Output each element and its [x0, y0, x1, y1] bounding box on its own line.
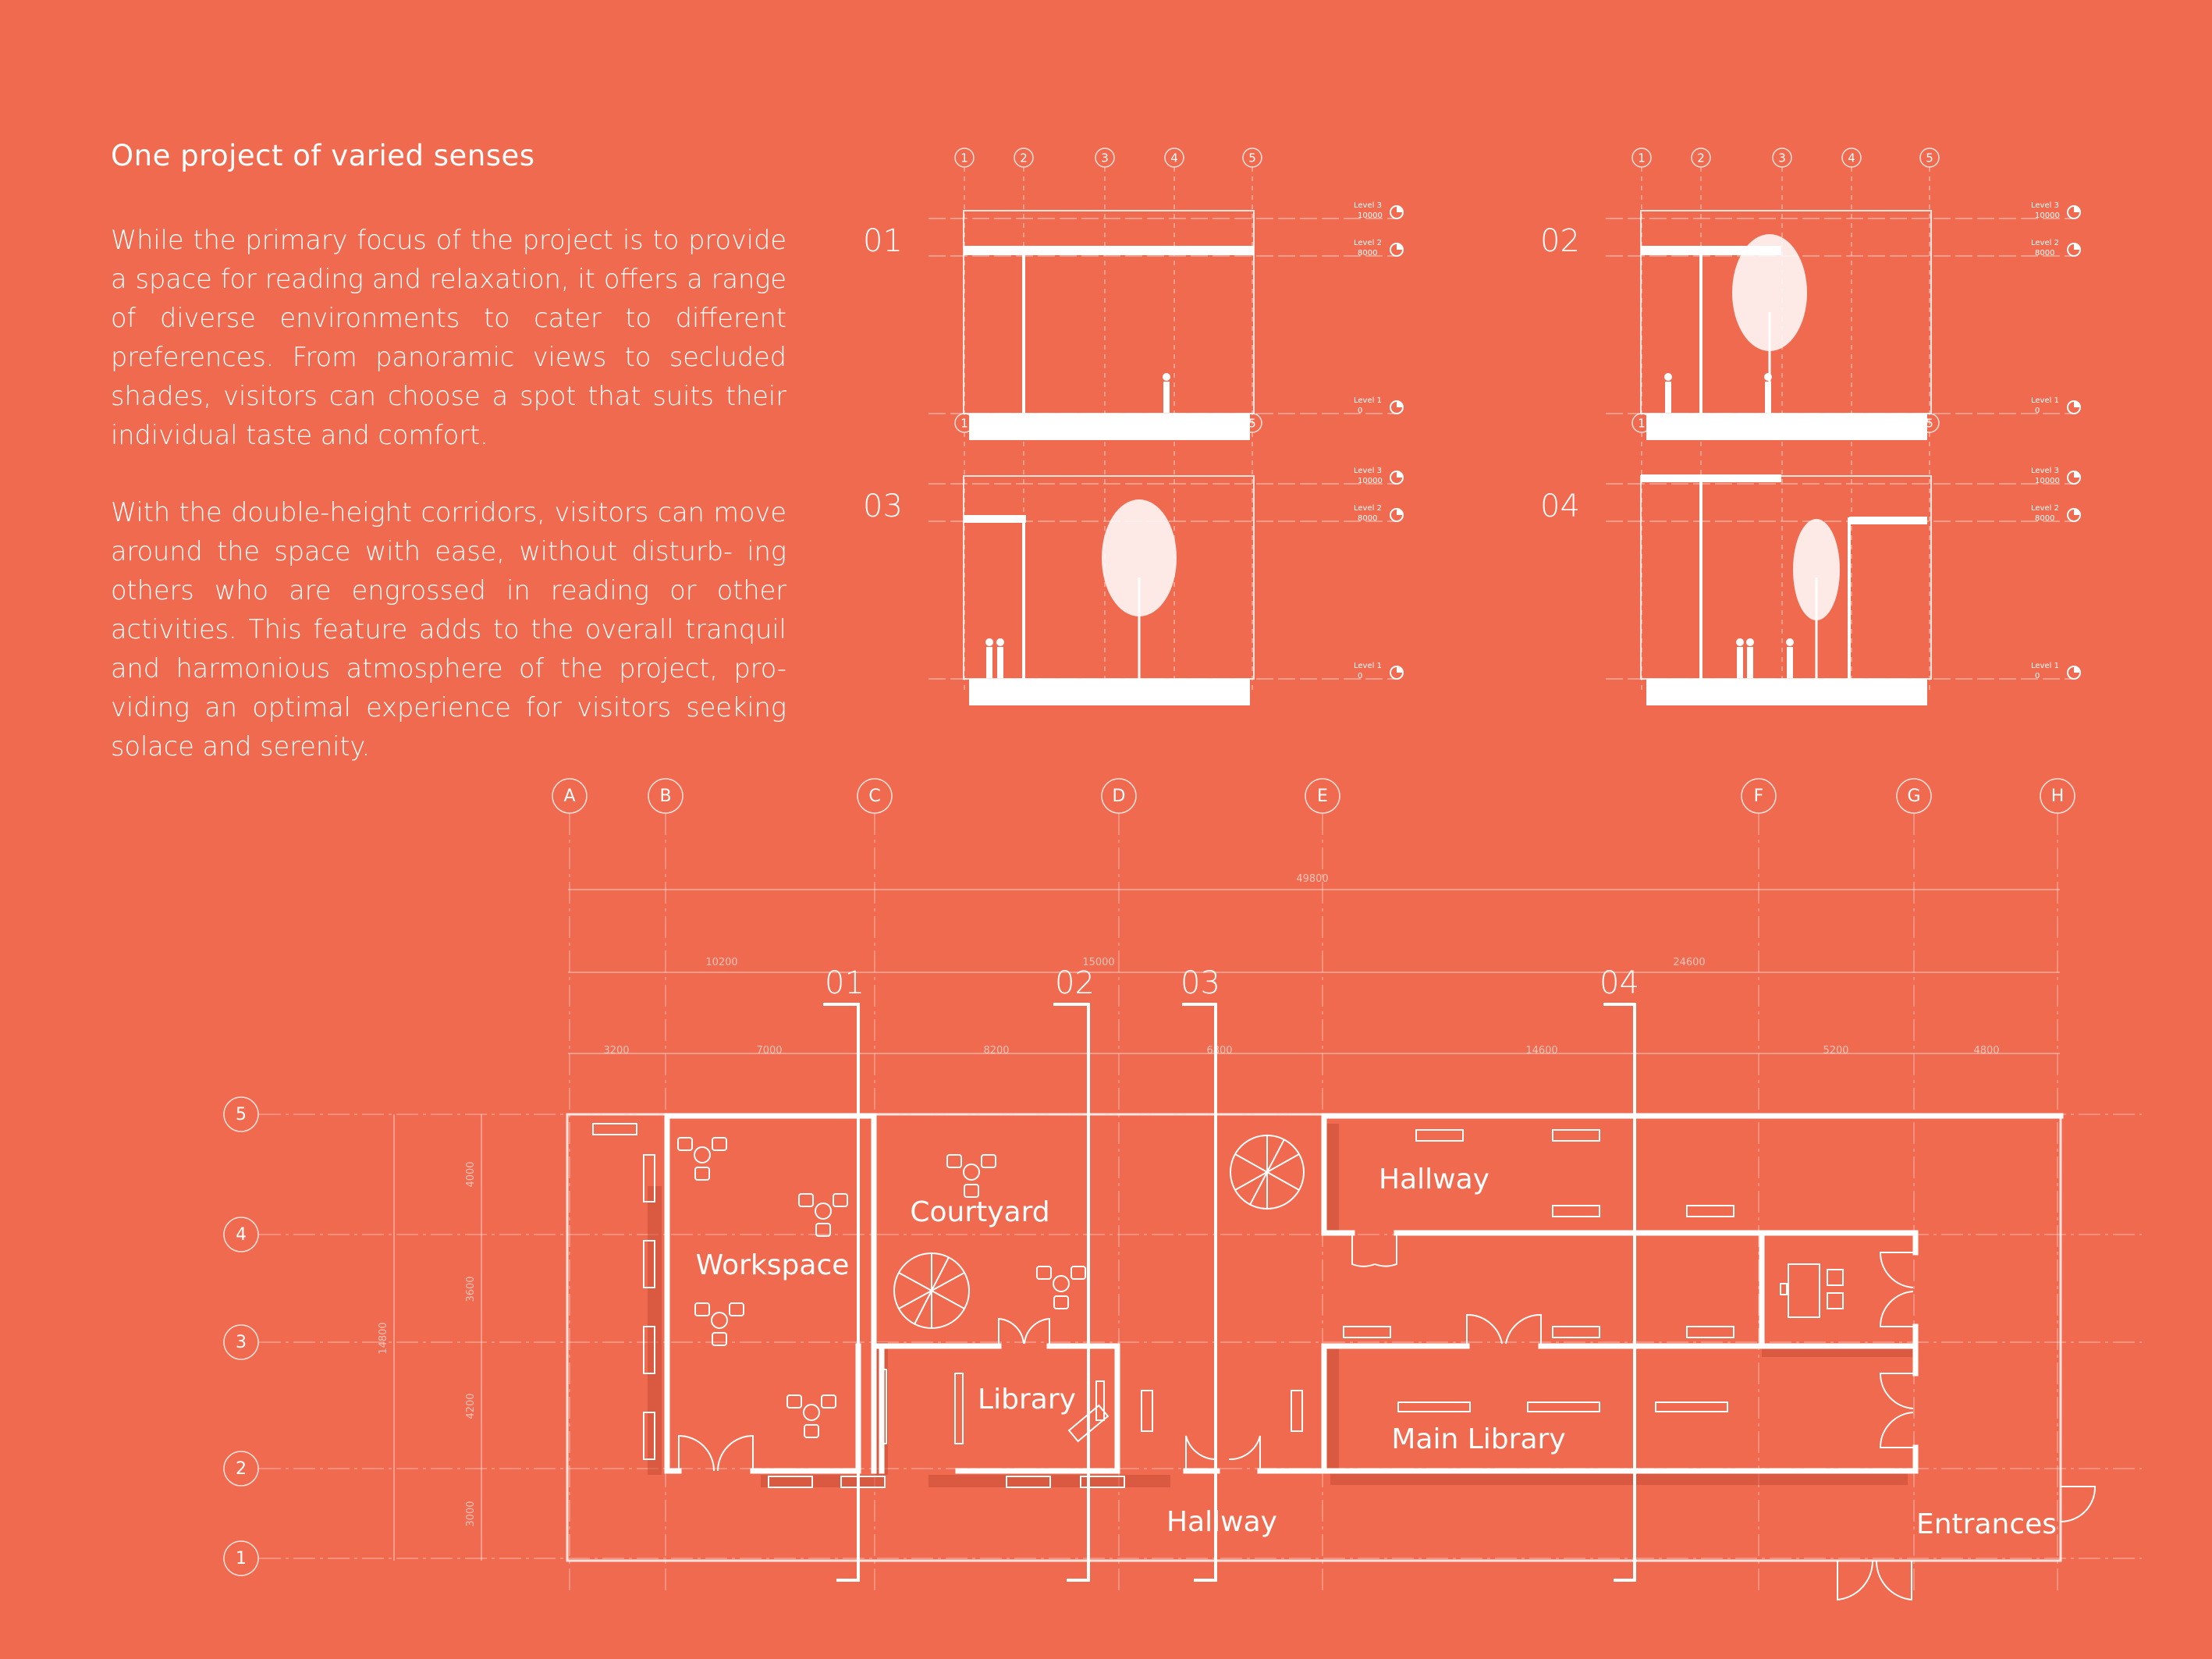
grid-bubble-G [1897, 779, 1931, 813]
dim-bay-4: 6800 [1206, 1045, 1233, 1057]
section-04 [1540, 414, 2080, 705]
grid-label-F: F [1753, 787, 1764, 806]
level-name: Level 2 [2031, 504, 2059, 513]
person-figure [1764, 373, 1772, 413]
chair-cluster [695, 1303, 744, 1345]
section-grid-label: 1 [960, 416, 968, 431]
section-cut-markers [823, 800, 1639, 1580]
grid-label-row-4: 4 [236, 1225, 247, 1245]
section-grid-label: 1 [1638, 151, 1646, 165]
section-grid-label: 3 [1101, 416, 1109, 431]
courtyard-round-table [894, 1253, 969, 1328]
dim-group-3: 24600 [1673, 957, 1706, 968]
section-grid-label: 4 [1848, 151, 1855, 165]
doors [679, 1233, 2095, 1600]
corridor-paragraph: With the double-height corridors, visitors can move around the space with ease, without disturb- ing others who are engrossed in reading or other activities. This feature adds to the overall tranquil and harmonious atmosphere of the project, pro- viding an optimal experience for visitors seeking solace and serenity. [111, 497, 786, 762]
chair-cluster [787, 1395, 836, 1437]
floor-plan [224, 779, 2142, 1600]
person-figure [1163, 373, 1170, 413]
person-figure [1746, 638, 1754, 678]
tree-icon [1102, 499, 1177, 679]
level-name: Level 3 [2031, 201, 2059, 210]
level-name: Level 2 [1354, 239, 1382, 247]
room-main-library: Main Library [1391, 1423, 1566, 1455]
dim-bay-7: 4800 [1973, 1045, 2000, 1057]
section-label-01: 01 [863, 223, 903, 259]
person-figure [985, 638, 993, 678]
level-value: 8000 [1358, 514, 1378, 523]
room-courtyard: Courtyard [910, 1196, 1050, 1228]
section-grid-label: 4 [1848, 416, 1855, 431]
chair-cluster [947, 1155, 996, 1197]
section-marker-02: 02 [1055, 965, 1095, 1001]
dim-bay-6: 5200 [1823, 1045, 1849, 1057]
chair-cluster [1037, 1266, 1085, 1309]
person-figure [1786, 638, 1794, 678]
grid-bubble-row-1 [224, 1541, 258, 1576]
level-value: 0 [2035, 672, 2040, 680]
section-label-04: 04 [1540, 488, 1580, 524]
section-grid-label: 5 [1248, 416, 1256, 431]
level-name: Level 3 [2031, 467, 2059, 475]
person-figure [996, 638, 1004, 678]
dim-vbay-3: 4200 [465, 1393, 477, 1419]
grid-bubble-row-3 [224, 1325, 258, 1359]
page-heading: One project of varied senses [111, 139, 535, 172]
level-name: Level 2 [1354, 504, 1382, 513]
section-grid-label: 3 [1778, 151, 1786, 165]
grid-label-row-3: 3 [236, 1333, 247, 1352]
grid-bubble-C [857, 779, 892, 813]
grid-label-row-5: 5 [236, 1105, 247, 1124]
section-grid-label: 5 [1248, 151, 1256, 165]
level-name: Level 3 [1354, 467, 1382, 475]
level-value: 10000 [1358, 211, 1383, 220]
dim-bay-3: 8200 [983, 1045, 1010, 1057]
section-grid-label: 4 [1170, 416, 1178, 431]
section-marker-01: 01 [825, 965, 865, 1001]
site-boundary [567, 1114, 2061, 1561]
grid-label-E: E [1317, 787, 1328, 806]
section-label-03: 03 [863, 488, 903, 524]
chair-cluster [799, 1194, 847, 1236]
section-grid-label: 2 [1020, 416, 1028, 431]
grid-label-D: D [1112, 787, 1126, 806]
section-grid-label: 3 [1778, 416, 1786, 431]
dim-vertical-overall: 14800 [378, 1322, 389, 1355]
level-value: 0 [1358, 407, 1363, 415]
grid-bubble-D [1102, 779, 1136, 813]
level-value: 10000 [2035, 211, 2060, 220]
level-value: 0 [1358, 672, 1363, 680]
section-marker-04: 04 [1600, 965, 1639, 1001]
room-entrances: Entrances [1916, 1508, 2058, 1540]
grid-bubble-A [552, 779, 587, 813]
level-value: 8000 [1358, 249, 1378, 258]
section-grid-label: 2 [1697, 151, 1705, 165]
grid-bubble-E [1305, 779, 1340, 813]
room-hallway-top: Hallway [1379, 1163, 1489, 1195]
section-grid-label: 2 [1020, 151, 1028, 165]
section-grid-label: 5 [1926, 151, 1933, 165]
room-library: Library [978, 1384, 1076, 1416]
grid-bubble-H [2040, 779, 2075, 813]
section-grid-label: 1 [960, 151, 968, 165]
dim-bay-2: 7000 [756, 1045, 783, 1057]
grid-axes-horizontal [259, 1114, 2142, 1558]
section-grid-label: 2 [1697, 416, 1705, 431]
section-grid-label: 5 [1926, 416, 1933, 431]
grid-bubble-row-2 [224, 1451, 258, 1486]
level-name: Level 2 [2031, 239, 2059, 247]
grid-label-B: B [659, 787, 672, 806]
dim-vbay-2: 3600 [465, 1276, 477, 1302]
dim-group-1: 10200 [705, 957, 738, 968]
level-name: Level 1 [1354, 396, 1382, 405]
section-label-02: 02 [1540, 223, 1580, 259]
dim-vbay-1: 4000 [465, 1161, 477, 1188]
walls [667, 1116, 2061, 1471]
section-01 [863, 148, 1403, 440]
section-03 [863, 414, 1403, 705]
room-workspace: Workspace [695, 1249, 850, 1281]
grid-label-G: G [1907, 787, 1921, 806]
level-value: 8000 [2035, 249, 2055, 258]
grid-bubble-F [1742, 779, 1776, 813]
level-name: Level 3 [1354, 201, 1382, 210]
grid-label-row-1: 1 [236, 1549, 247, 1568]
level-value: 10000 [1358, 477, 1383, 485]
level-value: 8000 [2035, 514, 2055, 523]
grid-label-H: H [2050, 787, 2065, 806]
grid-label-row-2: 2 [236, 1459, 247, 1479]
grid-label-C: C [868, 787, 881, 806]
dim-bay-5: 14600 [1525, 1045, 1558, 1057]
level-value: 0 [2035, 407, 2040, 415]
round-tables [894, 1135, 1304, 1328]
dim-vbay-4: 3000 [465, 1501, 477, 1527]
person-figure [1736, 638, 1744, 678]
grid-bubble-row-4 [224, 1217, 258, 1252]
person-figure [1664, 373, 1672, 413]
level-name: Level 1 [2031, 396, 2059, 405]
furniture [593, 1124, 1843, 1487]
section-grid-label: 3 [1101, 151, 1109, 165]
tree-icon [1793, 519, 1840, 679]
section-marker-03: 03 [1181, 965, 1220, 1001]
section-drawings [863, 148, 2080, 705]
section-grid-label: 1 [1638, 416, 1646, 431]
grid-bubble-B [648, 779, 683, 813]
level-name: Level 1 [2031, 662, 2059, 670]
grid-bubble-row-5 [224, 1097, 258, 1131]
dim-group-2: 15000 [1082, 957, 1115, 968]
dim-overall: 49800 [1296, 873, 1329, 885]
section-02 [1540, 148, 2080, 440]
room-hallway-bottom: Hallway [1166, 1506, 1277, 1538]
level-name: Level 1 [1354, 662, 1382, 670]
intro-paragraph: While the primary focus of the project is to provide a space for reading and relaxation, it offers a range of diverse environments to cater to different preferences. From panoramic views to secluded shades, visitors can choose a spot that suits their individual taste and comfort. [111, 225, 786, 450]
grid-label-A: A [563, 787, 576, 806]
dim-bay-1: 3200 [603, 1045, 630, 1057]
hallway-round-table [1230, 1135, 1304, 1209]
level-value: 10000 [2035, 477, 2060, 485]
wall-shadows [648, 1124, 1918, 1487]
chair-cluster [678, 1138, 726, 1180]
grid-bubbles [224, 779, 2075, 1576]
section-grid-label: 4 [1170, 151, 1178, 165]
